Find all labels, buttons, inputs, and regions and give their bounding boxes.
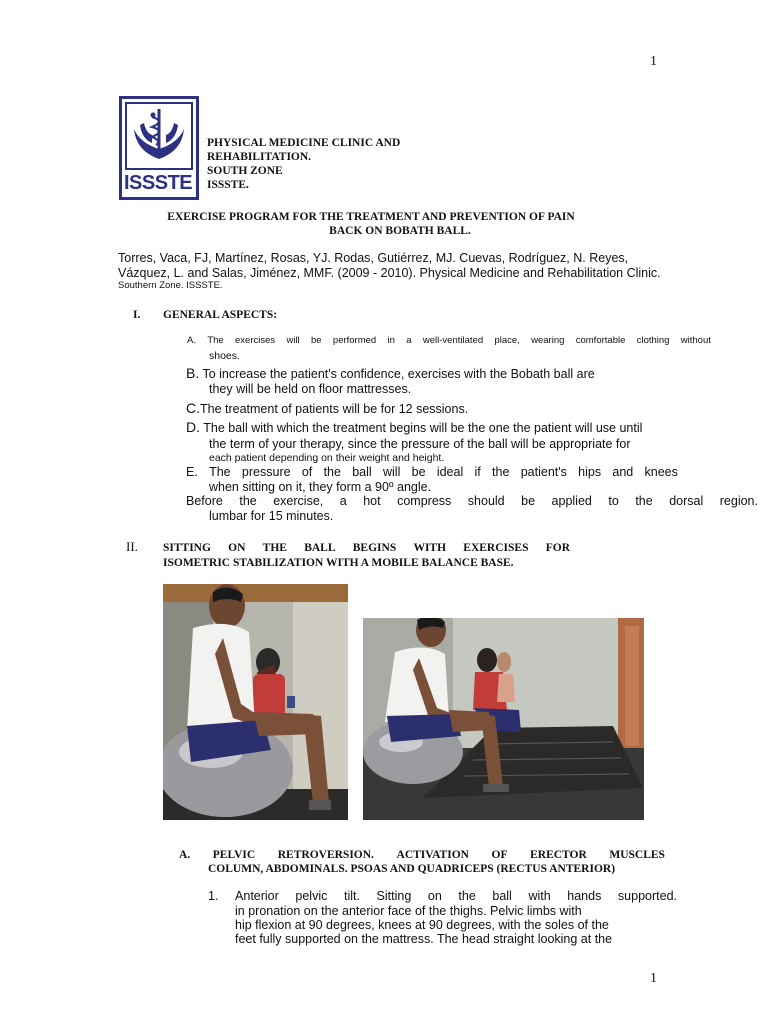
item-e-cont: when sitting on it, they form a 90º angle. (209, 480, 432, 494)
item-e-line: E. The pressure of the ball will be ideal if the patient's hips and knees (186, 465, 678, 479)
title-line: EXERCISE PROGRAM FOR THE TREATMENT AND PREVENTION OF PAIN (167, 211, 575, 223)
header-line: REHABILITATION. (207, 151, 312, 163)
subsection-a-title-line2: COLUMN, ABDOMINALS. PSOAS AND QUADRICEPS (RECTUS ANTERIOR) (208, 863, 616, 875)
issste-logo (119, 96, 199, 200)
item-1-cont: in pronation on the anterior face of the thighs. Pelvic limbs with (235, 904, 582, 918)
item-c-line: C.The treatment of patients will be for 12 sessions. (186, 400, 469, 416)
item-b-line: B. To increase the patient's confidence, exercises with the Bobath ball are (186, 365, 595, 381)
authors-line: Vázquez, L. and Salas, Jiménez, MMF. (2009 - 2010). Physical Medicine and Rehabilitation Clinic. (118, 266, 661, 280)
section2-title-line2: ISOMETRIC STABILIZATION WITH A MOBILE BALANCE BASE. (163, 557, 514, 569)
before-exercise-line: Before the exercise, a hot compress should be applied to the dorsal region. (186, 494, 758, 508)
header-line: SOUTH ZONE (207, 165, 283, 177)
logo-text: ISSSTE (124, 172, 193, 194)
subsection-a-title-line: A. PELVIC RETROVERSION. ACTIVATION OF ERECTOR MUSCLES (179, 849, 665, 861)
item-a-cont: shoes. (209, 350, 240, 362)
before-exercise-cont: lumbar for 15 minutes. (209, 509, 334, 523)
clinic-header (207, 136, 400, 192)
item-b-cont: they will be held on floor mattresses. (209, 382, 412, 396)
page-number-top: 1 (650, 54, 657, 69)
page-number-bottom: 1 (650, 971, 657, 986)
authors-affiliation: Southern Zone. ISSSTE. (118, 280, 223, 291)
exercise-photo-1 (163, 584, 348, 820)
section-numeral: I. (133, 309, 141, 321)
title-line: BACK ON BOBATH BALL. (329, 225, 471, 237)
item-d-cont: the term of your therapy, since the pressure of the ball will be appropriate for (209, 437, 631, 451)
item-d-line: D. The ball with which the treatment begins will be the one the patient will use until (186, 419, 643, 435)
item-a-line: A. The exercises will be performed in a well-ventilated place, wearing comfortable clothing without (187, 335, 711, 346)
authors-line: Torres, Vaca, FJ, Martínez, Rosas, YJ. Rodas, Gutiérrez, MJ. Cuevas, Rodríguez, N. Reyes, (118, 251, 629, 265)
exercise-photo-2 (363, 618, 644, 820)
hands-caduceus-icon (122, 99, 196, 173)
item-1-cont: hip flexion at 90 degrees, knees at 90 degrees, with the soles of the (235, 918, 609, 932)
header-line: PHYSICAL MEDICINE CLINIC AND (207, 137, 401, 149)
section-numeral: II. (126, 539, 138, 554)
item-1-cont: feet fully supported on the mattress. The head straight looking at the (235, 932, 613, 946)
header-line: ISSSTE. (207, 179, 249, 191)
item-1-line: 1. Anterior pelvic tilt. Sitting on the ball with hands supported. (208, 889, 677, 903)
item-d-cont: each patient depending on their weight and height. (209, 452, 445, 464)
section-title: GENERAL ASPECTS: (163, 309, 278, 321)
section2-title-line: SITTING ON THE BALL BEGINS WITH EXERCISES FOR (163, 542, 570, 554)
document-title (0, 210, 768, 238)
